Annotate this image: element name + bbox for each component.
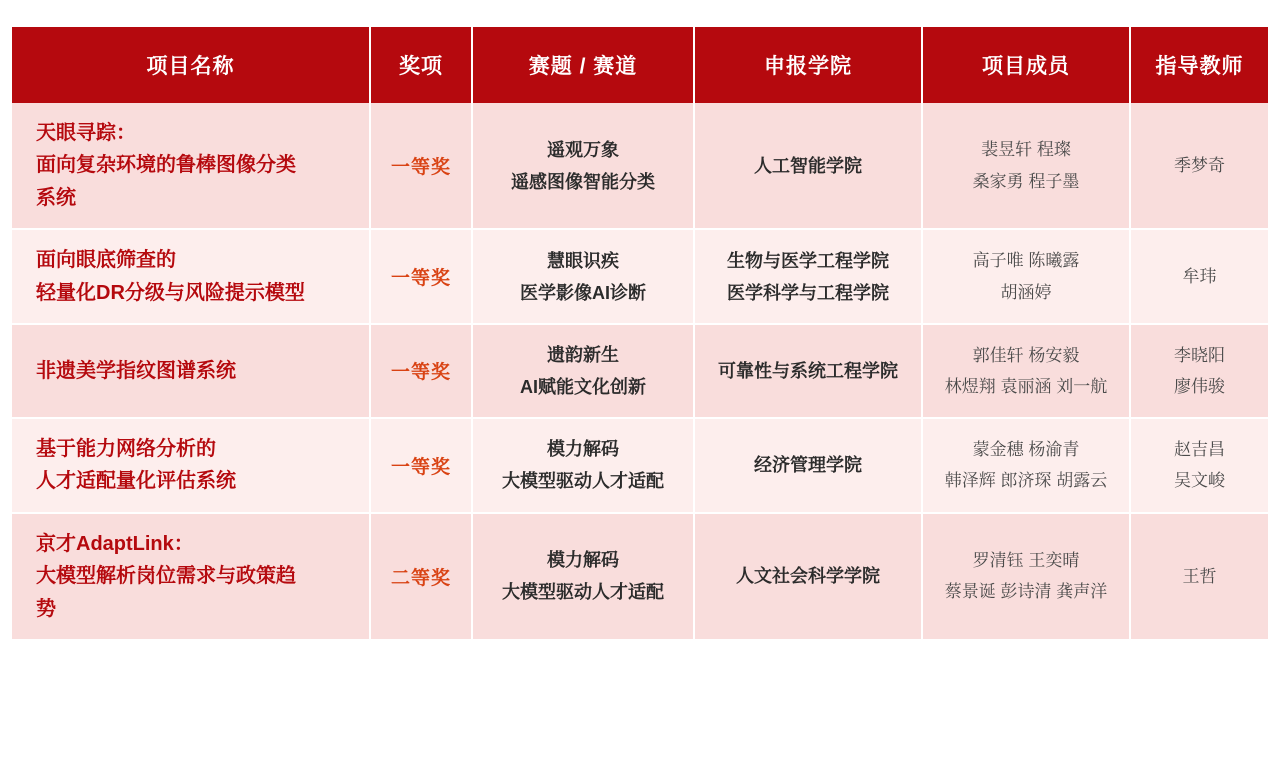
table-row bbox=[12, 324, 1268, 418]
text-line: 势 bbox=[36, 597, 56, 620]
table-row bbox=[12, 513, 1268, 639]
cell-award-level bbox=[370, 513, 472, 639]
text-line: 蔡景诞 彭诗清 龚声洋 bbox=[944, 582, 1108, 602]
cell-project-name bbox=[12, 513, 370, 639]
column-header-college: 申报学院 bbox=[694, 27, 922, 103]
award-table bbox=[12, 27, 1268, 639]
cell-college-name bbox=[694, 513, 922, 639]
column-header-teacher: 指导教师 bbox=[1130, 27, 1268, 103]
text-line: 天眼寻踪： bbox=[36, 122, 136, 144]
text-line: 二等奖 bbox=[390, 567, 451, 589]
text-line: 李晓阳 bbox=[1174, 345, 1225, 365]
cell-track-name bbox=[472, 324, 694, 418]
table-header-row bbox=[12, 27, 1268, 103]
text-line: 医学科学与工程学院 bbox=[727, 282, 889, 303]
text-line: 林煜翔 袁丽涵 刘一航 bbox=[944, 376, 1108, 396]
text-line: AI赋能文化创新 bbox=[520, 376, 646, 397]
text-line: 生物与医学工程学院 bbox=[727, 250, 889, 271]
cell-project-members bbox=[922, 513, 1130, 639]
text-line: 胡涵婷 bbox=[1000, 282, 1052, 302]
cell-project-members bbox=[922, 418, 1130, 513]
cell-college-name bbox=[694, 324, 922, 418]
text-line: 遥感图像智能分类 bbox=[511, 171, 655, 192]
text-line: 京才AdaptLink： bbox=[36, 532, 194, 555]
text-line: 大模型解析岗位需求与政策趋 bbox=[36, 565, 296, 588]
column-header-project-name: 项目名称 bbox=[12, 27, 370, 103]
cell-track-name bbox=[472, 103, 694, 229]
text-line: 遗韵新生 bbox=[547, 344, 619, 365]
text-line: 慧眼识疾 bbox=[547, 250, 619, 271]
cell-award-level bbox=[370, 418, 472, 513]
column-header-award: 奖项 bbox=[370, 27, 472, 103]
text-line: 可靠性与系统工程学院 bbox=[718, 360, 898, 381]
text-line: 一等奖 bbox=[390, 456, 451, 478]
text-line: 吴文峻 bbox=[1174, 471, 1225, 491]
text-line: 季梦奇 bbox=[1174, 155, 1225, 175]
text-line: 大模型驱动人才适配 bbox=[502, 471, 664, 492]
cell-track-name bbox=[472, 229, 694, 324]
text-line: 大模型驱动人才适配 bbox=[502, 582, 664, 603]
table-row bbox=[12, 418, 1268, 513]
text-line: 人才适配量化评估系统 bbox=[36, 470, 236, 493]
text-line: 模力解码 bbox=[547, 439, 619, 460]
cell-project-members bbox=[922, 103, 1130, 229]
cell-advisor-teacher bbox=[1130, 418, 1268, 513]
cell-project-name bbox=[12, 324, 370, 418]
text-line: 非遗美学指纹图谱系统 bbox=[36, 359, 236, 382]
cell-advisor-teacher bbox=[1130, 513, 1268, 639]
text-line: 王哲 bbox=[1182, 566, 1217, 586]
cell-advisor-teacher bbox=[1130, 103, 1268, 229]
text-line: 罗清钰 王奕晴 bbox=[972, 550, 1080, 570]
cell-project-name bbox=[12, 103, 370, 229]
text-line: 人工智能学院 bbox=[754, 155, 862, 176]
cell-project-name bbox=[12, 418, 370, 513]
text-line: 模力解码 bbox=[547, 550, 619, 571]
text-line: 系统 bbox=[36, 186, 76, 209]
column-header-track: 赛题 / 赛道 bbox=[472, 27, 694, 103]
text-line: 遥观万象 bbox=[547, 139, 619, 160]
table-row bbox=[12, 229, 1268, 324]
cell-project-members bbox=[922, 229, 1130, 324]
cell-track-name bbox=[472, 418, 694, 513]
text-line: 牟玮 bbox=[1182, 266, 1217, 286]
text-line: 一等奖 bbox=[390, 362, 451, 384]
text-line: 经济管理学院 bbox=[754, 455, 862, 476]
text-line: 基于能力网络分析的 bbox=[36, 438, 216, 461]
text-line: 人文社会科学学院 bbox=[736, 566, 880, 587]
cell-advisor-teacher bbox=[1130, 324, 1268, 418]
cell-college-name bbox=[694, 229, 922, 324]
text-line: 医学影像AI诊断 bbox=[520, 282, 646, 303]
cell-project-name bbox=[12, 229, 370, 324]
text-line: 一等奖 bbox=[390, 268, 451, 290]
text-line: 韩泽辉 郎济琛 胡露云 bbox=[944, 471, 1108, 491]
cell-track-name bbox=[472, 513, 694, 639]
text-line: 面向复杂环境的鲁棒图像分类 bbox=[36, 154, 296, 177]
text-line: 高子唯 陈曦露 bbox=[972, 251, 1080, 271]
table-body bbox=[12, 103, 1268, 639]
cell-advisor-teacher bbox=[1130, 229, 1268, 324]
text-line: 裴昱轩 程璨 bbox=[981, 140, 1071, 160]
text-line: 面向眼底筛查的 bbox=[36, 249, 176, 272]
text-line: 廖伟骏 bbox=[1174, 376, 1225, 396]
cell-award-level bbox=[370, 103, 472, 229]
text-line: 蒙金穗 杨渝青 bbox=[972, 439, 1080, 459]
cell-college-name bbox=[694, 418, 922, 513]
table-row bbox=[12, 103, 1268, 229]
cell-project-members bbox=[922, 324, 1130, 418]
cell-college-name bbox=[694, 103, 922, 229]
text-line: 赵吉昌 bbox=[1174, 439, 1225, 459]
column-header-members: 项目成员 bbox=[922, 27, 1130, 103]
text-line: 桑家勇 程子墨 bbox=[972, 171, 1080, 191]
cell-award-level bbox=[370, 324, 472, 418]
cell-award-level bbox=[370, 229, 472, 324]
text-line: 一等奖 bbox=[390, 157, 451, 179]
text-line: 郭佳轩 杨安毅 bbox=[972, 345, 1080, 365]
table-header bbox=[12, 27, 1268, 103]
text-line: 轻量化DR分级与风险提示模型 bbox=[36, 281, 305, 304]
